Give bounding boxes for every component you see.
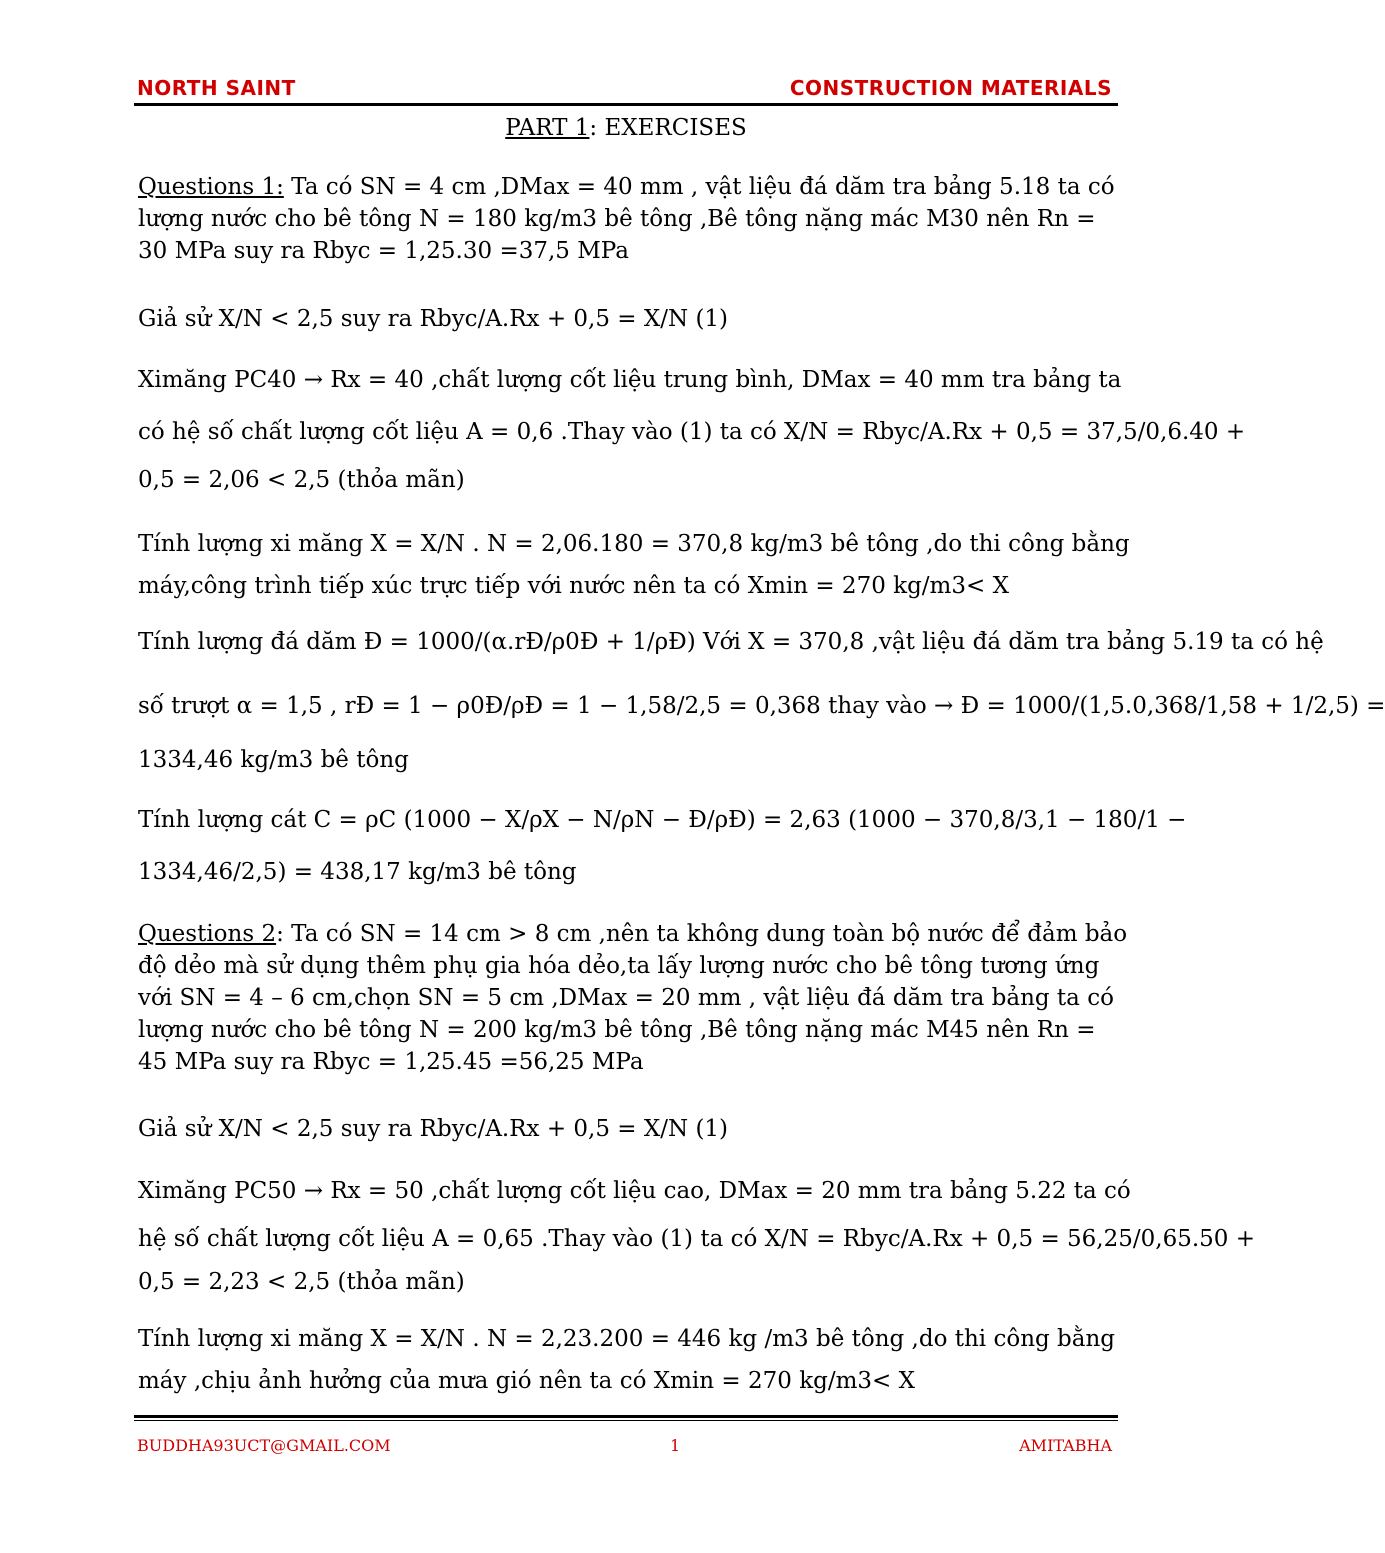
q1-line-1: Questions 1: Ta có SN = 4 cm ,DMax = 40 mm , vật liệu đá dăm tra bảng 5.18 ta có	[138, 174, 1115, 200]
q1-line-5: Ximăng PC40 → Rx = 40 ,chất lượng cốt liệu trung bình, DMax = 40 mm tra bảng ta	[138, 367, 1122, 393]
footer-email: BUDDHA93UCT@GMAIL.COM	[137, 1436, 391, 1455]
q2-line-1: Questions 2: Ta có SN = 14 cm > 8 cm ,nên ta không dung toàn bộ nước để đảm bảo	[138, 921, 1128, 947]
q1-line-9: máy,công trình tiếp xúc trực tiếp với nước nên ta có Xmin = 270 kg/m3< X	[138, 573, 1009, 599]
q1-line-2: lượng nước cho bê tông N = 180 kg/m3 bê tông ,Bê tông nặng mác M30 nên Rn =	[138, 206, 1096, 232]
header-rule	[134, 103, 1118, 106]
q1-line-10: Tính lượng đá dăm Đ = 1000/(α.rĐ/ρ0Đ + 1/ρĐ) Với X = 370,8 ,vật liệu đá dăm tra bảng 5.19 ta có hệ	[138, 629, 1324, 655]
q1-line-11: số trượt α = 1,5 , rĐ = 1 − ρ0Đ/ρĐ = 1 − 1,58/2,5 = 0,368 thay vào → Đ = 1000/(1,5.0,368/1,58 + 1/2,5) =	[138, 693, 1385, 719]
q2-line-10: Tính lượng xi măng X = X/N . N = 2,23.200 = 446 kg /m3 bê tông ,do thi công bằng	[138, 1326, 1116, 1352]
footer-right: AMITABHA	[1019, 1436, 1112, 1455]
q2-line-11: máy ,chịu ảnh hưởng của mưa gió nên ta có Xmin = 270 kg/m3< X	[138, 1368, 916, 1394]
q1-line-12: 1334,46 kg/m3 bê tông	[138, 747, 409, 773]
q2-line-5: 45 MPa suy ra Rbyc = 1,25.45 =56,25 MPa	[138, 1049, 644, 1075]
q2-line-2: độ dẻo mà sử dụng thêm phụ gia hóa dẻo,ta lấy lượng nước cho bê tông tương ứng	[138, 953, 1100, 979]
q2-line-6: Giả sử X/N < 2,5 suy ra Rbyc/A.Rx + 0,5 = X/N (1)	[138, 1116, 729, 1142]
footer-rule	[134, 1415, 1118, 1418]
q1-label: Questions 1:	[138, 174, 284, 200]
q2-line-3: với SN = 4 – 6 cm,chọn SN = 5 cm ,DMax = 20 mm , vật liệu đá dăm tra bảng ta có	[138, 985, 1114, 1011]
q1-line-3: 30 MPa suy ra Rbyc = 1,25.30 =37,5 MPa	[138, 238, 629, 264]
header-left: NORTH SAINT	[137, 76, 296, 100]
q1-line-13: Tính lượng cát C = ρC (1000 − X/ρX − N/ρN − Đ/ρĐ) = 2,63 (1000 − 370,8/3,1 − 180/1 −	[138, 807, 1187, 833]
q1-line-4: Giả sử X/N < 2,5 suy ra Rbyc/A.Rx + 0,5 = X/N (1)	[138, 306, 729, 332]
page-title: PART 1: EXERCISES	[505, 115, 747, 141]
q1-line-8: Tính lượng xi măng X = X/N . N = 2,06.180 = 370,8 kg/m3 bê tông ,do thi công bằng	[138, 531, 1130, 557]
q1-line-14: 1334,46/2,5) = 438,17 kg/m3 bê tông	[138, 859, 577, 885]
q1-line-6: có hệ số chất lượng cốt liệu A = 0,6 .Thay vào (1) ta có X/N = Rbyc/A.Rx + 0,5 = 37,5/0,6.40 +	[138, 419, 1246, 445]
q2-line-9: 0,5 = 2,23 < 2,5 (thỏa mãn)	[138, 1269, 465, 1295]
header-right: CONSTRUCTION MATERIALS	[789, 76, 1112, 100]
page-number: 1	[670, 1436, 681, 1455]
footer-rule-thin	[134, 1420, 1118, 1421]
q2-line-8: hệ số chất lượng cốt liệu A = 0,65 .Thay vào (1) ta có X/N = Rbyc/A.Rx + 0,5 = 56,25/0,65.50 +	[138, 1226, 1255, 1252]
q2-label: Questions 2	[138, 921, 277, 947]
q2-line-7: Ximăng PC50 → Rx = 50 ,chất lượng cốt liệu cao, DMax = 20 mm tra bảng 5.22 ta có	[138, 1178, 1131, 1204]
q2-line-4: lượng nước cho bê tông N = 200 kg/m3 bê tông ,Bê tông nặng mác M45 nên Rn =	[138, 1017, 1096, 1043]
q1-line-7: 0,5 = 2,06 < 2,5 (thỏa mãn)	[138, 467, 465, 493]
